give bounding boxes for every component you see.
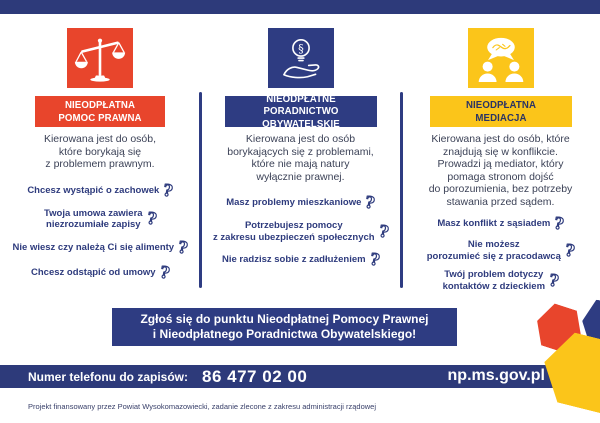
column-mediacja bbox=[401, 14, 600, 292]
question-mark-icon: ? bbox=[563, 239, 576, 261]
question-item: Nie radzisz sobie z zadłużeniem ? bbox=[222, 249, 381, 270]
question-list bbox=[0, 179, 200, 283]
question-item: Masz konflikt z sąsiadem ? bbox=[437, 213, 566, 234]
question-item: Twoja umowa zawiera niezrozumiałe zapisy ? bbox=[44, 207, 158, 230]
column-intro: Kierowana jest do osób, które znajdują się w konflikcie. Prowadzi ją mediator, który pomaga stronom dojść do porozumienia, bez potrzeby stawania przed sądem. bbox=[428, 133, 573, 208]
column-poradnictwo-obywatelskie bbox=[200, 14, 401, 292]
question-item: Chcesz wystąpić o zachowek ? bbox=[27, 179, 175, 201]
question-list bbox=[401, 213, 600, 292]
mediation-people-icon bbox=[468, 28, 534, 88]
cta-line-2: i Nieodpłatnego Poradnictwa Obywatelskiego! bbox=[152, 327, 417, 341]
question-item: Potrzebujesz pomocy z zakresu ubezpieczeń społecznych ? bbox=[213, 220, 390, 243]
cta-banner bbox=[112, 308, 457, 346]
column-title-mediacja: NIEODPŁATNA MEDIACJA bbox=[430, 96, 572, 127]
question-mark-icon: ? bbox=[363, 192, 377, 213]
question-mark-icon: ? bbox=[547, 269, 561, 291]
phone-label: Numer telefonu do zapisów: bbox=[28, 369, 189, 384]
column-intro: Kierowana jest do osób, które borykają się z problemem prawnym. bbox=[43, 133, 157, 170]
svg-text:§: § bbox=[297, 40, 304, 55]
financing-fine-print: Projekt finansowany przez Powiat Wysokomazowiecki, zadanie zlecone z zakresu administracji rządowej bbox=[28, 402, 376, 411]
column-intro: Kierowana jest do osób borykających się z problemami, które nie mają natury wyłącznie prawnej. bbox=[227, 133, 374, 183]
question-mark-icon: ? bbox=[145, 208, 158, 229]
question-item: Nie możesz porozumieć się z pracodawcą ? bbox=[426, 239, 576, 262]
scales-of-justice-icon bbox=[67, 28, 133, 88]
phone-number: 86 477 02 00 bbox=[202, 366, 308, 386]
question-mark-icon: ? bbox=[161, 179, 175, 201]
column-pomoc-prawna bbox=[0, 14, 200, 292]
column-divider bbox=[400, 92, 403, 288]
question-item: Nie wiesz czy należą Ci się alimenty ? bbox=[12, 236, 190, 258]
question-mark-icon: ? bbox=[552, 213, 566, 234]
top-accent-bar bbox=[0, 0, 600, 14]
lightbulb-in-hand-icon bbox=[268, 28, 334, 88]
column-title-pomoc-prawna: NIEODPŁATNA POMOC PRAWNA bbox=[35, 96, 165, 127]
cta-line-1: Zgłoś się do punktu Nieodpłatnej Pomocy Prawnej bbox=[140, 312, 429, 326]
website-url: np.ms.gov.pl bbox=[447, 367, 545, 384]
question-mark-icon: ? bbox=[368, 249, 381, 270]
question-item: Masz problemy mieszkaniowe ? bbox=[226, 192, 377, 213]
question-mark-icon: ? bbox=[377, 220, 390, 242]
question-mark-icon: ? bbox=[158, 261, 171, 283]
question-item: Twój problem dotyczy kontaktów z dzieckiem ? bbox=[442, 269, 561, 292]
service-columns bbox=[0, 14, 600, 292]
phone-footer-bar bbox=[0, 365, 600, 388]
question-item: Chcesz odstąpić od umowy ? bbox=[31, 261, 171, 283]
question-mark-icon: ? bbox=[176, 236, 190, 258]
column-title-poradnictwo: NIEODPŁATNE PORADNICTWO OBYWATELSKIE bbox=[225, 96, 377, 127]
question-list bbox=[200, 192, 401, 270]
column-divider bbox=[199, 92, 202, 288]
